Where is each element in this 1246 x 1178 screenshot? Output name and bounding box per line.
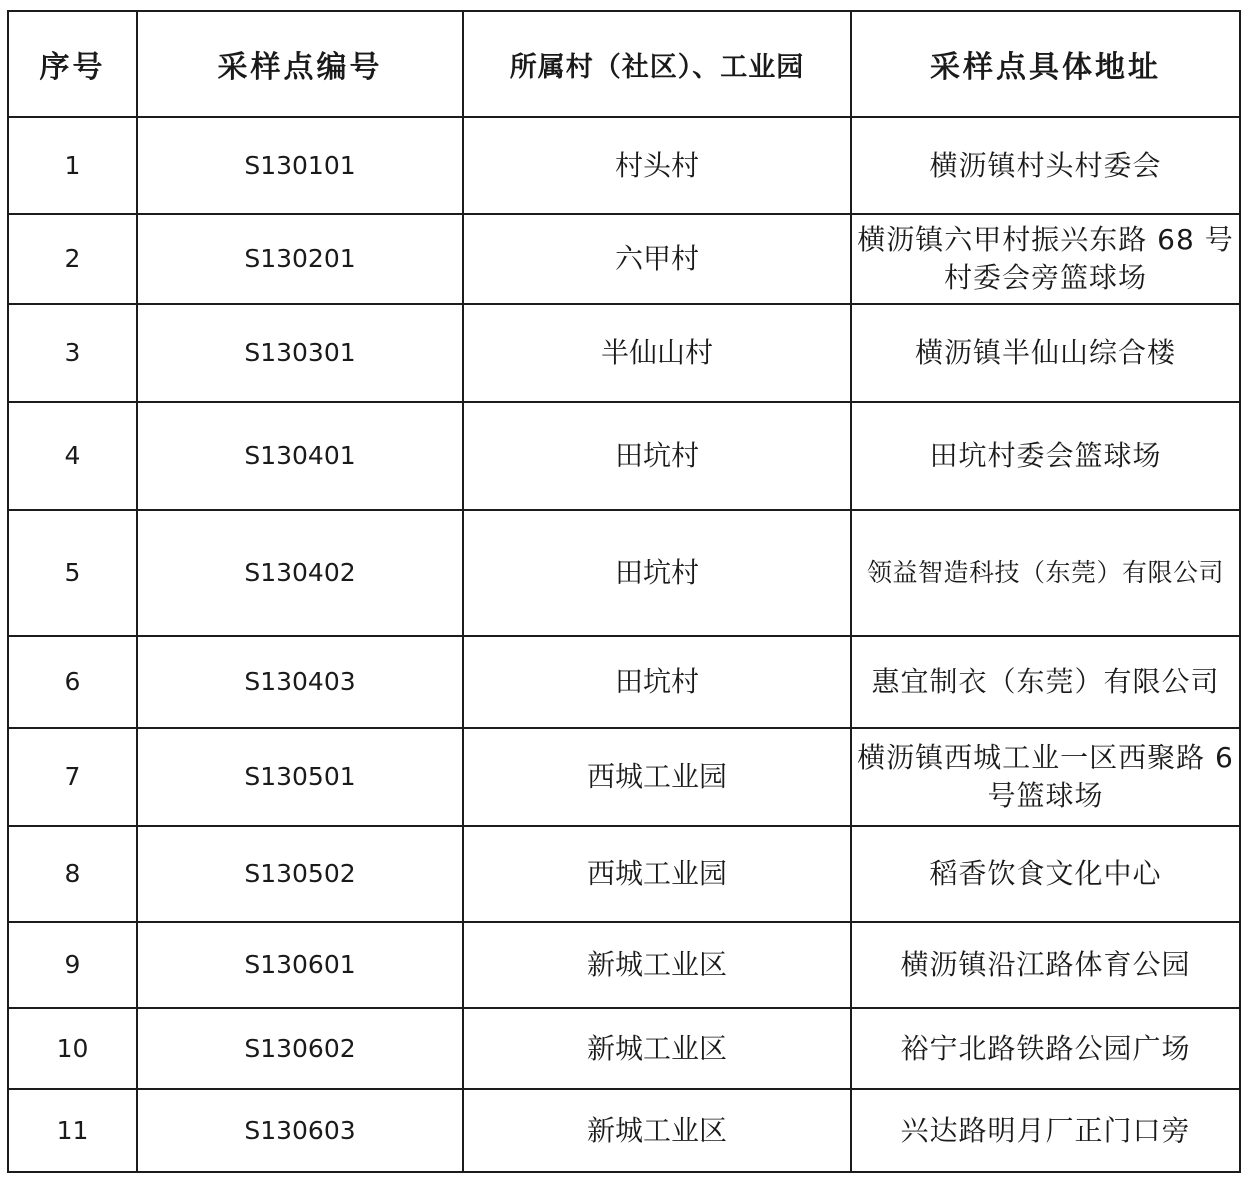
row-village: 西城工业园 (463, 728, 851, 826)
row-village: 田坑村 (463, 402, 851, 510)
header-code: 采样点编号 (137, 11, 463, 117)
table-row (8, 1089, 1240, 1172)
sampling-points-table (7, 10, 1241, 1173)
row-address: 横沥镇六甲村振兴东路 68 号村委会旁篮球场 (851, 214, 1240, 304)
row-village: 村头村 (463, 117, 851, 214)
row-code: S130501 (137, 728, 463, 826)
table-row (8, 402, 1240, 510)
row-address: 裕宁北路铁路公园广场 (851, 1008, 1240, 1089)
row-no: 6 (8, 636, 137, 728)
row-no: 10 (8, 1008, 137, 1089)
row-code: S130502 (137, 826, 463, 922)
row-code: S130401 (137, 402, 463, 510)
row-address: 横沥镇西城工业一区西聚路 6 号篮球场 (851, 728, 1240, 826)
table-row (8, 728, 1240, 826)
row-address: 田坑村委会篮球场 (851, 402, 1240, 510)
table-row (8, 304, 1240, 402)
row-village: 西城工业园 (463, 826, 851, 922)
row-no: 7 (8, 728, 137, 826)
row-address: 兴达路明月厂正门口旁 (851, 1089, 1240, 1172)
row-code: S130603 (137, 1089, 463, 1172)
row-village: 新城工业区 (463, 922, 851, 1008)
row-village: 田坑村 (463, 510, 851, 636)
table-row (8, 1008, 1240, 1089)
table-row (8, 510, 1240, 636)
row-no: 9 (8, 922, 137, 1008)
row-code: S130101 (137, 117, 463, 214)
row-code: S130201 (137, 214, 463, 304)
row-village: 新城工业区 (463, 1008, 851, 1089)
header-no: 序号 (8, 11, 137, 117)
row-address: 领益智造科技（东莞）有限公司 (851, 510, 1240, 636)
row-village: 半仙山村 (463, 304, 851, 402)
row-village: 六甲村 (463, 214, 851, 304)
row-code: S130403 (137, 636, 463, 728)
row-no: 8 (8, 826, 137, 922)
row-code: S130402 (137, 510, 463, 636)
header-address: 采样点具体地址 (851, 11, 1240, 117)
table-row (8, 826, 1240, 922)
row-address: 稻香饮食文化中心 (851, 826, 1240, 922)
row-no: 4 (8, 402, 137, 510)
row-no: 1 (8, 117, 137, 214)
row-no: 2 (8, 214, 137, 304)
row-code: S130301 (137, 304, 463, 402)
row-no: 5 (8, 510, 137, 636)
table-row (8, 117, 1240, 214)
table-row (8, 214, 1240, 304)
header-row (8, 11, 1240, 117)
row-address: 横沥镇沿江路体育公园 (851, 922, 1240, 1008)
row-code: S130601 (137, 922, 463, 1008)
row-village: 新城工业区 (463, 1089, 851, 1172)
row-village: 田坑村 (463, 636, 851, 728)
row-no: 11 (8, 1089, 137, 1172)
table-row (8, 922, 1240, 1008)
header-village: 所属村（社区）、工业园 (463, 11, 851, 117)
row-code: S130602 (137, 1008, 463, 1089)
table-row (8, 636, 1240, 728)
row-address: 横沥镇半仙山综合楼 (851, 304, 1240, 402)
row-address: 惠宜制衣（东莞）有限公司 (851, 636, 1240, 728)
row-no: 3 (8, 304, 137, 402)
row-address: 横沥镇村头村委会 (851, 117, 1240, 214)
